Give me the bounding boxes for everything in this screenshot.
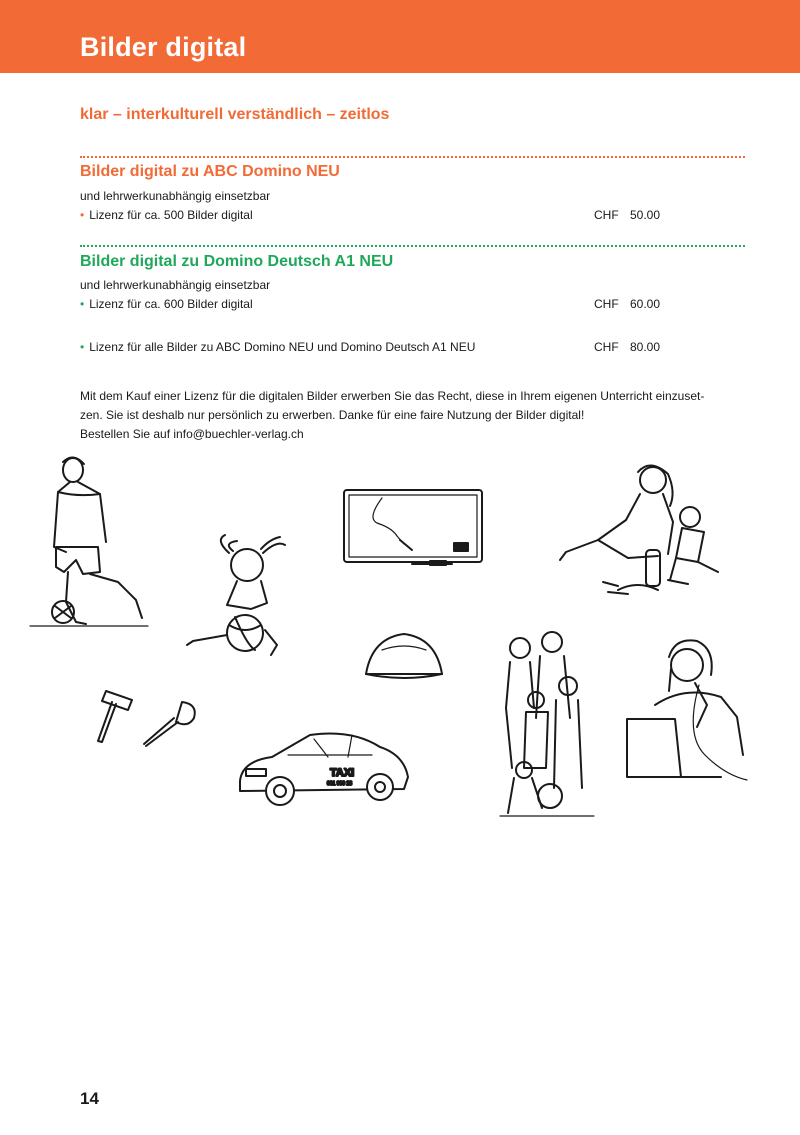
paragraph-line: Mit dem Kauf einer Lizenz für die digitalen Bilder erwerben Sie das Recht, diese in Ihrem eigenen Unterricht einzuset- [80, 389, 705, 403]
woman-on-phone-illustration [625, 635, 750, 785]
section-title-abc: Bilder digital zu ABC Domino NEU [80, 163, 340, 180]
paragraph-line: Bestellen Sie auf info@buechler-verlag.ch [80, 427, 304, 441]
item-price [594, 340, 660, 354]
item-price [594, 297, 660, 311]
taxi-illustration [232, 725, 412, 815]
football-player-illustration [28, 452, 153, 630]
item-label: Lizenz für alle Bilder zu ABC Domino NEU und Domino Deutsch A1 NEU [89, 340, 476, 354]
section-divider-abc [80, 156, 745, 158]
section-note-domino: und lehrwerkunabhängig einsetzbar [80, 278, 271, 292]
hat-illustration [362, 630, 447, 685]
currency: CHF [594, 340, 619, 354]
page-number: 14 [80, 1089, 99, 1108]
list-item [80, 297, 253, 311]
paragraph-line: zen. Sie ist deshalb nur persönlich zu erwerben. Danke für eine faire Nutzung der Bilder digital! [80, 408, 585, 422]
taxi-phone-text: 031 999 23 [327, 781, 353, 787]
price-value: 80.00 [630, 340, 661, 354]
bullet-icon: • [80, 297, 85, 311]
family-illustration [498, 628, 598, 818]
item-label: Lizenz für ca. 500 Bilder digital [89, 208, 253, 222]
currency: CHF [594, 297, 619, 311]
woman-and-child-playing-illustration [558, 462, 726, 602]
price-value: 50.00 [630, 208, 661, 222]
currency: CHF [594, 208, 619, 222]
item-label: Lizenz für ca. 600 Bilder digital [89, 297, 253, 311]
price-value: 60.00 [630, 297, 661, 311]
bullet-icon: • [80, 340, 85, 354]
section-title-domino: Bilder digital zu Domino Deutsch A1 NEU [80, 253, 394, 270]
whiteboard-illustration [342, 488, 487, 570]
taxi-sign-text: TAXI [330, 767, 355, 779]
section-note-abc: und lehrwerkunabhängig einsetzbar [80, 189, 271, 203]
list-item [80, 340, 475, 354]
subtitle: klar – interkulturell verständlich – zeitlos [80, 106, 390, 123]
list-item [80, 208, 253, 222]
bullet-icon: • [80, 208, 85, 222]
item-price [594, 208, 660, 222]
section-divider-domino [80, 245, 745, 247]
page-header [0, 0, 800, 73]
page-title: Bilder digital [80, 32, 247, 62]
awl-tool-illustration [140, 698, 200, 750]
license-paragraph [80, 387, 745, 444]
baby-with-ball-illustration [185, 535, 305, 660]
hammer-illustration [94, 686, 139, 748]
